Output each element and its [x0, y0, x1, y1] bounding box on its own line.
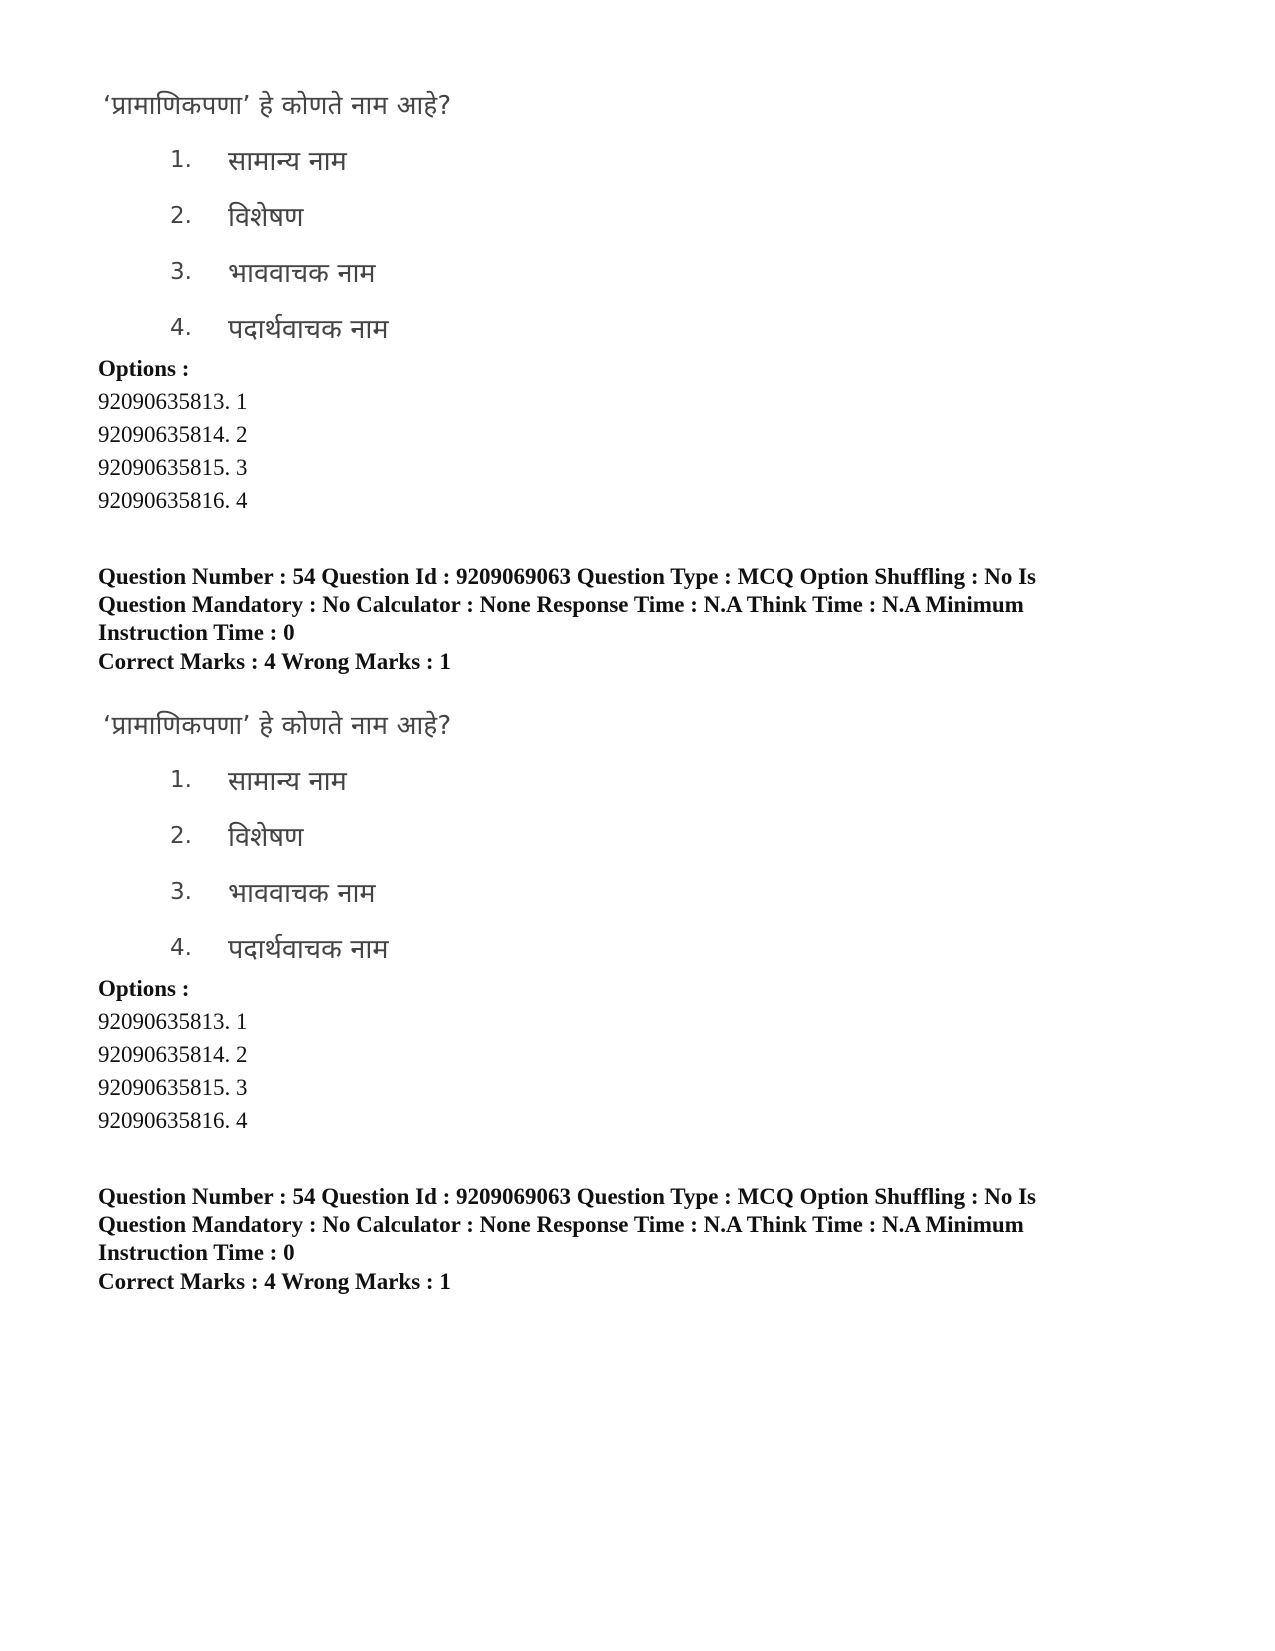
- option-line: 92090635814. 2: [98, 422, 248, 447]
- choice-text: पदार्थवाचक नाम: [228, 314, 389, 345]
- choice-number: 1.: [170, 147, 192, 173]
- choice-text: विशेषण: [228, 202, 304, 233]
- marks-line: Correct Marks : 4 Wrong Marks : 1: [98, 649, 451, 674]
- option-line: 92090635816. 4: [98, 1108, 248, 1133]
- question-text: ‘प्रामाणिकपणा’ हे कोणते नाम आहे?: [103, 711, 452, 741]
- option-line: 92090635816. 4: [98, 488, 248, 513]
- choice-text: पदार्थवाचक नाम: [228, 934, 389, 965]
- choice-number: 2.: [170, 203, 192, 229]
- choice-text: सामान्य नाम: [228, 146, 347, 177]
- choice-text: भाववाचक नाम: [228, 258, 376, 289]
- choice-text: भाववाचक नाम: [228, 878, 376, 909]
- metadata-line: Question Mandatory : No Calculator : None Response Time : N.A Think Time : N.A Minimum: [98, 592, 1024, 617]
- choice-item: [0, 147, 700, 187]
- question-text: ‘प्रामाणिकपणा’ हे कोणते नाम आहे?: [103, 91, 452, 121]
- option-line: 92090635813. 1: [98, 389, 248, 414]
- choice-number: 3.: [170, 879, 192, 905]
- choice-item: [0, 823, 700, 863]
- metadata-line: Question Mandatory : No Calculator : None Response Time : N.A Think Time : N.A Minimum: [98, 1212, 1024, 1237]
- option-line: 92090635815. 3: [98, 455, 248, 480]
- metadata-line: Question Number : 54 Question Id : 9209069063 Question Type : MCQ Option Shuffling : No Is: [98, 1184, 1037, 1209]
- choice-number: 4.: [170, 315, 192, 341]
- choice-text: विशेषण: [228, 822, 304, 853]
- choice-item: [0, 879, 700, 919]
- choice-item: [0, 315, 700, 355]
- choice-item: [0, 935, 700, 975]
- options-label: Options :: [98, 976, 190, 1001]
- options-label: Options :: [98, 356, 190, 381]
- choice-item: [0, 259, 700, 299]
- choice-number: 4.: [170, 935, 192, 961]
- metadata-line: Instruction Time : 0: [98, 1240, 295, 1265]
- choice-number: 3.: [170, 259, 192, 285]
- metadata-line: Instruction Time : 0: [98, 620, 295, 645]
- option-line: 92090635813. 1: [98, 1009, 248, 1034]
- option-line: 92090635815. 3: [98, 1075, 248, 1100]
- choice-text: सामान्य नाम: [228, 766, 347, 797]
- choice-number: 2.: [170, 823, 192, 849]
- metadata-line: Question Number : 54 Question Id : 9209069063 Question Type : MCQ Option Shuffling : No Is: [98, 564, 1037, 589]
- question-metadata: [98, 563, 1198, 647]
- marks-line: Correct Marks : 4 Wrong Marks : 1: [98, 1269, 451, 1294]
- choice-item: [0, 203, 700, 243]
- option-line: 92090635814. 2: [98, 1042, 248, 1067]
- choice-number: 1.: [170, 767, 192, 793]
- question-metadata: [98, 1183, 1198, 1267]
- choice-item: [0, 767, 700, 807]
